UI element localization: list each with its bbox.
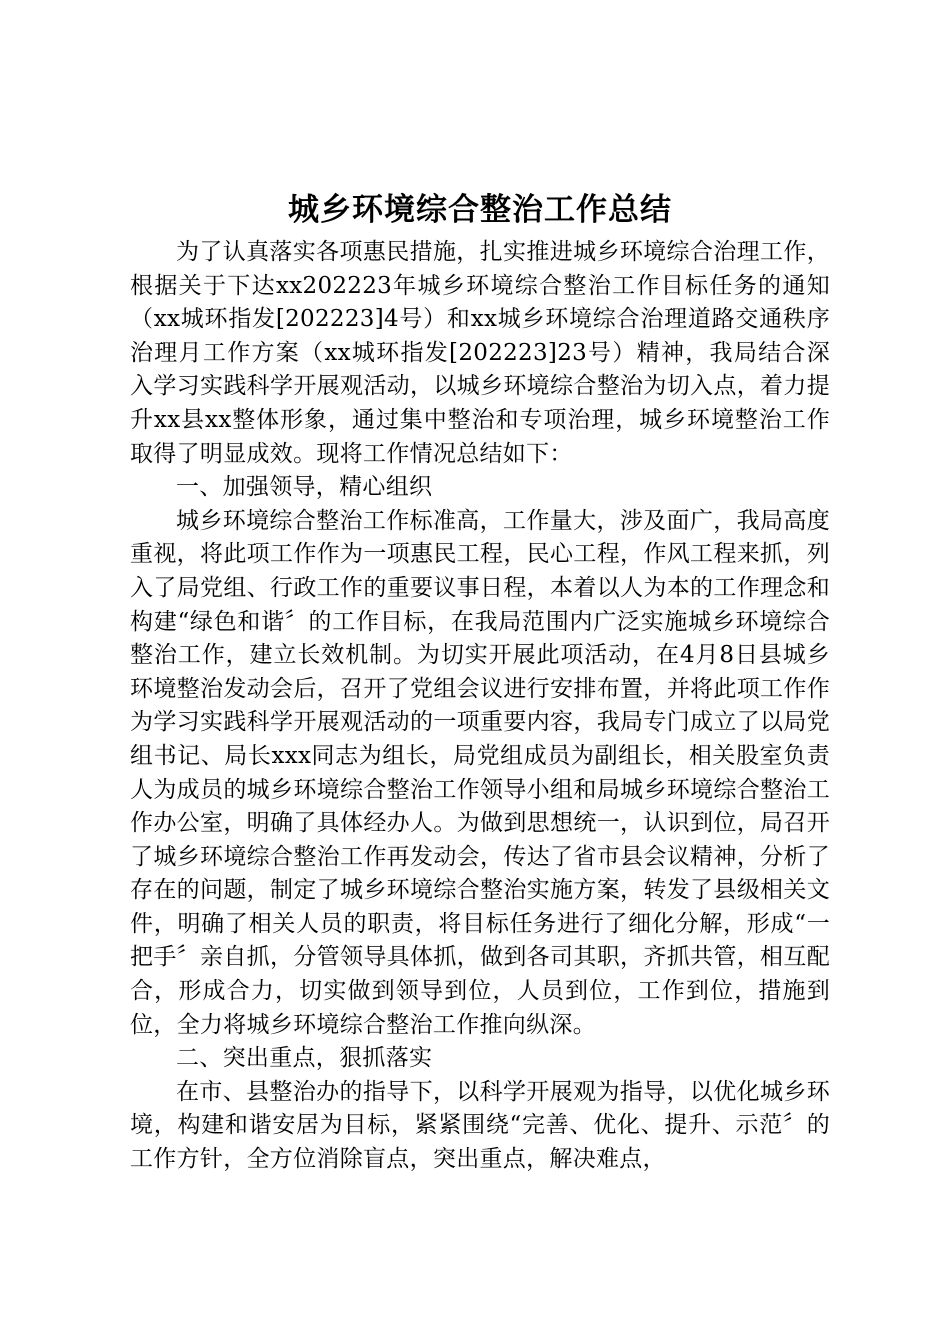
document-page bbox=[130, 190, 830, 1177]
section-2-paragraph: 在市、县整治办的指导下，以科学开展观为指导，以优化城乡环境，构建和谐安居为目标，紧紧围绕“完善、优化、提升、示范〞的工作方针，全方位消除盲点，突出重点，解决难点， bbox=[130, 1078, 830, 1173]
section-2-heading: 二、突出重点，狠抓落实 bbox=[176, 1045, 433, 1072]
section-1-paragraph: 城乡环境综合整治工作标准高，工作量大，涉及面广，我局高度重视，将此项工作作为一项惠民工程，民心工程，作风工程来抓，列入了局党组、行政工作的重要议事日程，本着以人为本的工作理念和构建“绿色和谐〞的工作目标，在我局范围内广泛实施城乡环境综合整治工作，建立长效机制。为切实开展此项活动，在4月8日县城乡环境整治发动会后，召开了党组会议进行安排布置，并将此项工作作为学习实践科学开展观活动的一项重要内容，我局专门成立了以局党组书记、局长xxx同志为组长，局党组成员为副组长，相关股室负责人为成员的城乡环境综合整治工作领导小组和局城乡环境综合整治工作办公室，明确了具体经办人。为做到思想统一，认识到位，局召开了城乡环境综合整治工作再发动会，传达了省市县会议精神，分析了存在的问题，制定了城乡环境综合整治实施方案，转发了县级相关文件，明确了相关人员的职责，将目标任务进行了细化分解，形成“一把手〞亲自抓，分管领导具体抓，做到各司其职，齐抓共管，相互配合，形成合力，切实做到领导到位，人员到位，工作到位，措施到位，全力将城乡环境综合整治工作推向纵深。 bbox=[130, 507, 830, 1038]
document-title: 城乡环境综合整治工作总结 bbox=[288, 192, 672, 228]
intro-paragraph: 为了认真落实各项惠民措施，扎实推进城乡环境综合治理工作，根据关于下达xx202223年城乡环境综合整治工作目标任务的通知（xx城环指发[202223]4号）和xx城乡环境综合治理道路交通秩序治理月工作方案（xx城环指发[202223]23号）精神，我局结合深入学习实践科学开展观活动，以城乡环境综合整治为切入点，着力提升xx县xx整体形象，通过集中整治和专项治理，城乡环境整治工作取得了明显成效。现将工作情况总结如下： bbox=[130, 239, 830, 467]
section-1-heading: 一、加强领导，精心组织 bbox=[176, 474, 433, 501]
